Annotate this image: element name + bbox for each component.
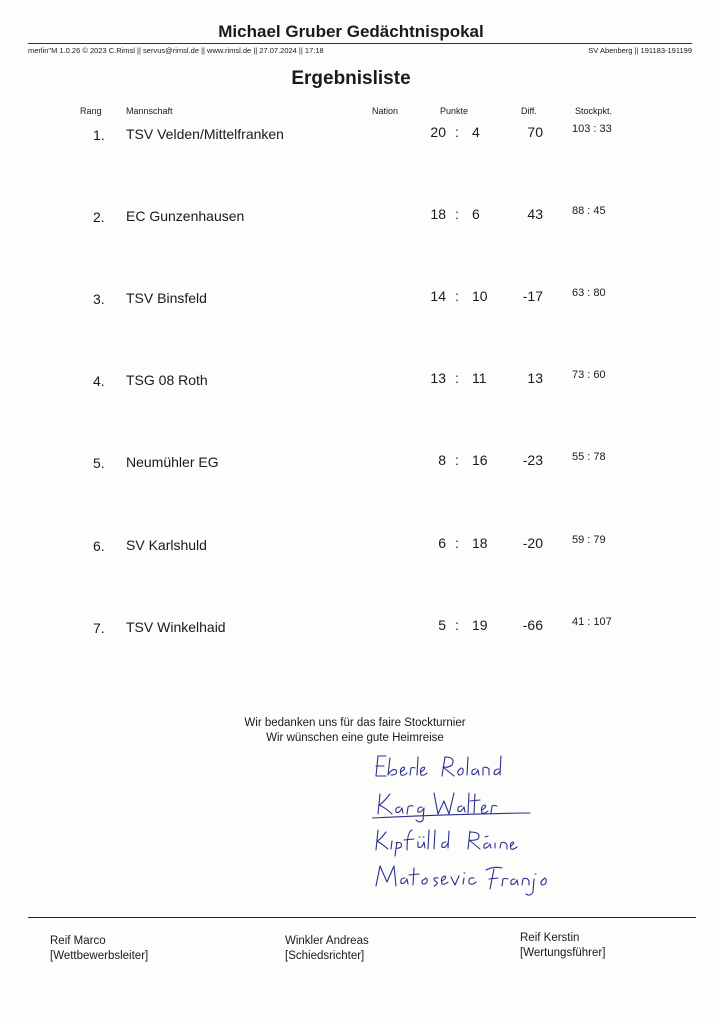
result-row [0,617,718,647]
col-stock: Stockpkt. [575,106,613,116]
header-rule [28,43,692,44]
rank: 3. [93,291,105,307]
software-info: merlin"M 1.0.26 © 2023 C.Rimsl || servus@rimsl.de || www.rimsl.de || 27.07.2024 || 17:18 [28,46,324,55]
stock-points: 59 : 79 [572,534,606,546]
rank: 6. [93,538,105,554]
result-row [0,452,718,482]
difference: 43 [527,206,543,222]
points-minus: 18 [472,535,488,551]
rank: 7. [93,620,105,636]
official-block [50,934,148,964]
team-name: EC Gunzenhausen [126,208,245,224]
results-heading: Ergebnisliste [291,68,411,89]
document-title: Michael Gruber Gedächtnispokal [218,22,484,41]
team-name: TSV Binsfeld [126,290,207,306]
points-plus: 18 [430,206,446,222]
points-separator: : [455,452,459,468]
stock-points: 103 : 33 [572,123,612,135]
handwritten-signatures [372,748,562,898]
points-plus: 13 [430,370,446,386]
team-name: TSG 08 Roth [126,372,208,388]
stock-points: 41 : 107 [572,616,612,628]
points-separator: : [455,288,459,304]
result-row [0,206,718,236]
difference: -20 [522,535,543,551]
points-plus: 8 [438,452,446,468]
points-minus: 4 [472,124,480,140]
points-minus: 11 [472,370,487,386]
result-row [0,288,718,318]
rank: 5. [93,455,105,471]
stock-points: 63 : 80 [572,287,606,299]
difference: 70 [527,124,543,140]
col-diff: Diff. [521,106,537,116]
points-minus: 16 [472,452,488,468]
col-team: Mannschaft [126,106,173,116]
team-name: SV Karlshuld [126,537,207,553]
points-separator: : [455,206,459,222]
points-plus: 5 [438,617,446,633]
difference: -17 [522,288,543,304]
official-role: [Wettbewerbsleiter] [50,950,149,962]
rank: 1. [93,127,105,143]
points-separator: : [455,617,459,633]
club-info: SV Abenberg || 191183-191199 [588,46,692,55]
team-name: TSV Winkelhaid [126,619,226,635]
points-minus: 6 [472,206,480,222]
official-block [520,931,605,961]
official-name: Winkler Andreas [285,935,369,947]
col-nation: Nation [372,106,399,116]
col-rank: Rang [80,106,102,116]
points-plus: 6 [438,535,446,551]
official-block [285,934,369,964]
stock-points: 73 : 60 [572,369,606,381]
rank: 4. [93,373,105,389]
official-name: Reif Kerstin [520,932,580,944]
col-points: Punkte [440,106,469,116]
result-row [0,124,718,154]
points-separator: : [455,124,459,140]
thanks-line: Wir bedanken uns für das faire Stockturnier [244,717,466,729]
result-row [0,370,718,400]
points-separator: : [455,535,459,551]
stock-points: 55 : 78 [572,451,606,463]
closing-message [0,716,710,746]
official-role: [Wertungsführer] [520,947,606,959]
points-plus: 14 [430,288,446,304]
team-name: Neumühler EG [126,454,219,470]
result-row [0,535,718,565]
official-name: Reif Marco [50,935,106,947]
difference: -23 [522,452,543,468]
team-name: TSV Velden/Mittelfranken [126,126,284,142]
rank: 2. [93,209,105,225]
official-role: [Schiedsrichter] [285,950,365,962]
difference: -66 [522,617,543,633]
signature-line [28,917,696,918]
farewell-line: Wir wünschen eine gute Heimreise [266,732,444,744]
points-minus: 10 [472,288,488,304]
difference: 13 [527,370,543,386]
points-plus: 20 [430,124,446,140]
points-separator: : [455,370,459,386]
stock-points: 88 : 45 [572,205,606,217]
points-minus: 19 [472,617,488,633]
